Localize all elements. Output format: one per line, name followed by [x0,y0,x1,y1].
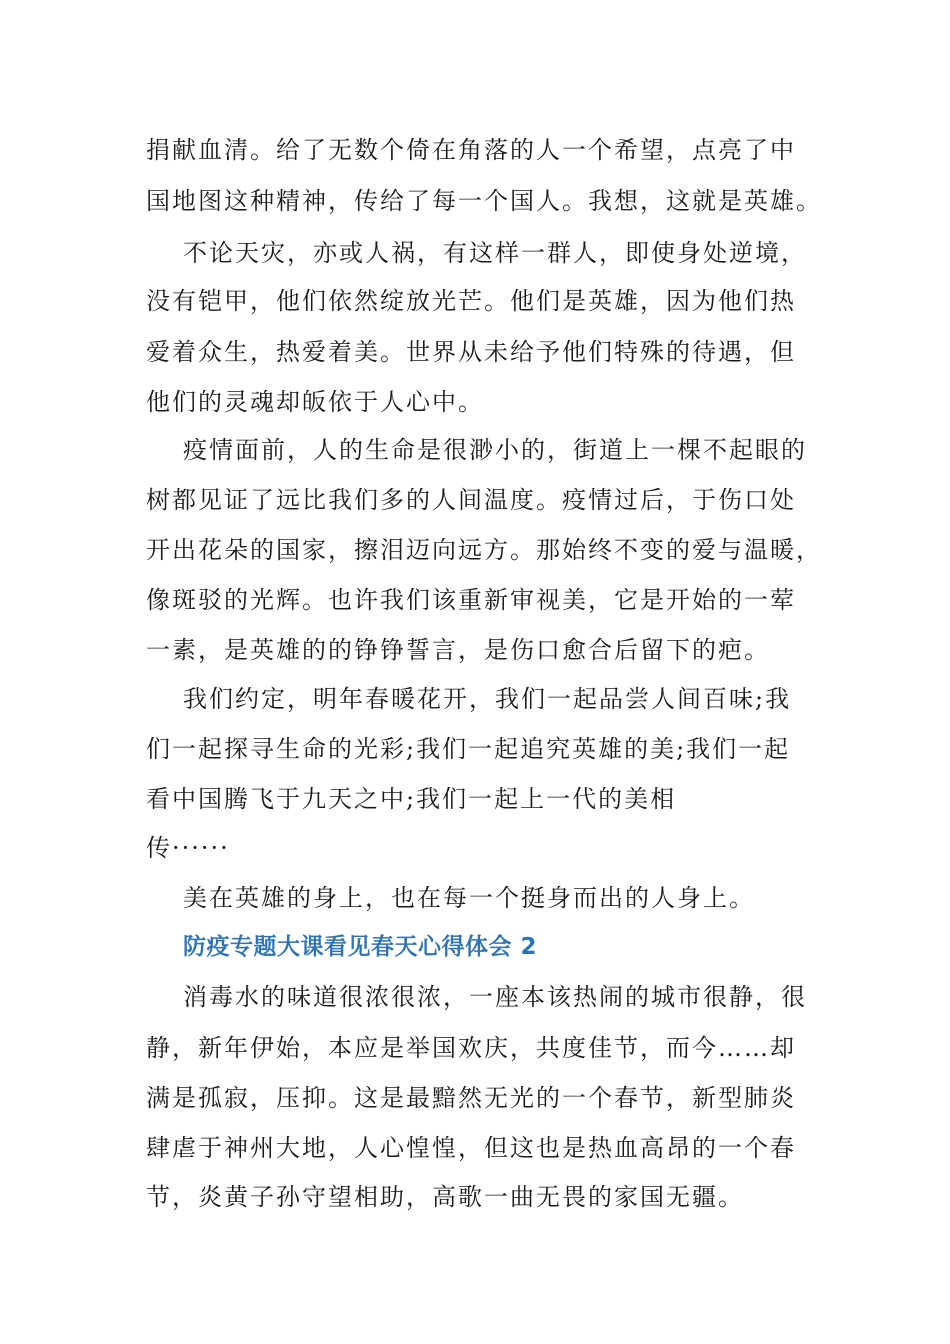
text-line: 像斑驳的光辉。也许我们该重新审视美，它是开始的一荤 [146,586,796,614]
text-line: 静，新年伊始，本应是举国欢庆，共度佳节，而今……却 [146,1034,796,1062]
text-line: 疫情面前，人的生命是很渺小的，街道上一棵不起眼的 [183,436,807,464]
text-line: 国地图这种精神，传给了每一个国人。我想，这就是英雄。 [146,187,822,215]
text-line: 开出花朵的国家，擦泪迈向远方。那始终不变的爱与温暖， [146,536,822,564]
text-line: 他们的灵魂却皈依于人心中。 [146,388,484,416]
text-line: 没有铠甲，他们依然绽放光芒。他们是英雄，因为他们热 [146,287,796,315]
text-line: 满是孤寂，压抑。这是最黯然无光的一个春节，新型肺炎 [146,1084,796,1112]
text-line: 节，炎黄子孙守望相助，高歌一曲无畏的家国无疆。 [146,1183,744,1211]
text-line: 捐献血清。给了无数个倚在角落的人一个希望，点亮了中 [146,136,796,164]
text-line: 爱着众生，热爱着美。世界从未给予他们特殊的待遇，但 [146,338,796,366]
text-line: 们一起探寻生命的光彩;我们一起追究英雄的美;我们一起 [146,735,791,763]
text-line: 肆虐于神州大地，人心惶惶，但这也是热血高昂的一个春 [146,1134,796,1162]
text-line: 树都见证了远比我们多的人间温度。疫情过后，于伤口处 [146,486,796,514]
text-line: 不论天灾，亦或人祸，有这样一群人，即使身处逆境， [183,239,807,267]
text-line: 看中国腾飞于九天之中;我们一起上一代的美相 [146,785,677,813]
text-line: 消毒水的味道很浓很浓，一座本该热闹的城市很静，很 [183,983,807,1011]
text-line: 一素，是英雄的的铮铮誓言，是伤口愈合后留下的疤。 [146,636,770,664]
text-line: 我们约定，明年春暖花开，我们一起品尝人间百味;我 [183,685,792,713]
section-heading: 防疫专题大课看见春天心得体会 2 [183,934,538,960]
text-line: 美在英雄的身上，也在每一个挺身而出的人身上。 [183,884,755,912]
text-line: 传······ [146,834,230,862]
